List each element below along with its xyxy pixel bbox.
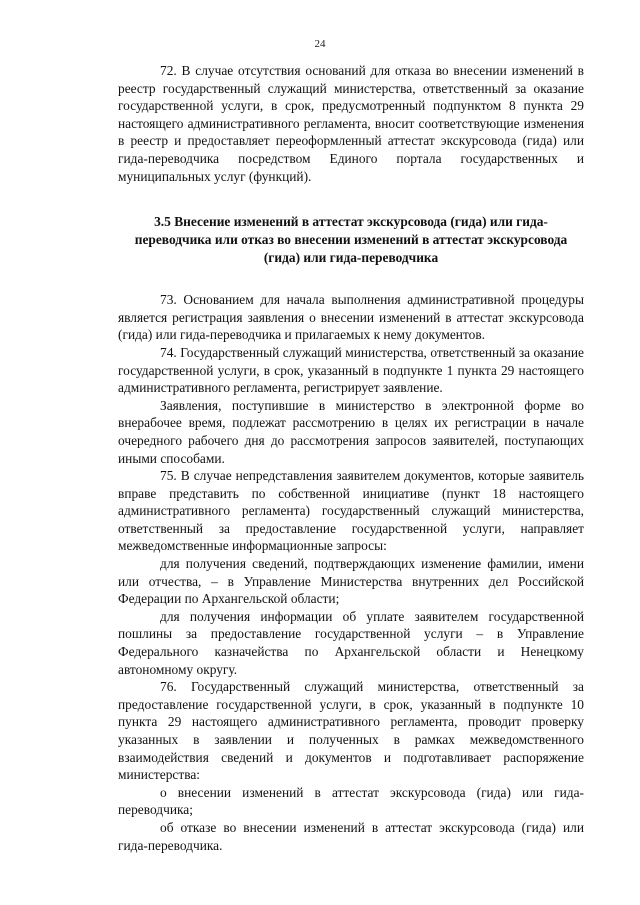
order-item-amend: о внесении изменений в аттестат экскурсовода (гида) или гида-переводчика; (118, 784, 584, 818)
section-heading: 3.5 Внесение изменений в аттестат экскурсовода (гида) или гида-переводчика или отказ во внесении изменений в аттестат экскурсовода (гида) или гида-переводчика (134, 214, 568, 266)
paragraph-73: 73. Основанием для начала выполнения административной процедуры является регистрация заявления о внесении изменений в аттестат экскурсовода (гида) или гида-переводчика и прилагаемых к нему документов. (118, 292, 584, 343)
paragraph-74: 74. Государственный служащий министерства, ответственный за оказание государственной услуги, в срок, указанный в подпункте 1 пункта 29 настоящего административного регламента, регистрирует заявление. (118, 344, 584, 396)
paragraph-applications: Заявления, поступившие в министерство в электронной форме во внерабочее время, подлежат рассмотрению в целях их регистрации в начале очередного рабочего дня до рассмотрения запросов заявителей, поступающих иными способами. (118, 397, 584, 466)
request-item-fee-payment: для получения информации об уплате заявителем государственной пошлины за предоставление государственной услуги – в Управление Федерального казначейства по Архангельской области и Ненецкому автономному округу. (118, 608, 584, 677)
paragraph-75: 75. В случае непредставления заявителем документов, которые заявитель вправе представить по собственной инициативе (пункт 18 настоящего административного регламента) государственный служащий министерства, ответственный за предоставление государственной услуги, направляет межведомственные информационные запросы: (118, 468, 584, 554)
paragraph-72: 72. В случае отсутствия оснований для отказа во внесении изменений в реестр государственный служащий министерства, ответственный за оказание государственной услуги, в срок, предусмотренный подпунктом 8 пункта 29 настоящего административного регламента, вносит соответствующие изменения в реестр и предоставляет переоформленный аттестат экскурсовода (гида) или гида-переводчика посредством Единого портала государственных и муниципальных услуг (функций). (118, 63, 584, 184)
request-item-name-change: для получения сведений, подтверждающих изменение фамилии, имени или отчества, – в Управление Министерства внутренних дел Российской Федерации по Архангельской области; (118, 556, 584, 607)
document-body (118, 62, 584, 854)
order-item-refuse: об отказе во внесении изменений в аттестат экскурсовода (гида) или гида-переводчика. (118, 819, 584, 853)
paragraph-76: 76. Государственный служащий министерства, ответственный за предоставление государственной услуги, в срок, указанный в подпункте 10 пункта 29 настоящего административного регламента, проводит проверку указанных в заявлении и полученных в рамках межведомственного взаимодействия сведений и документов и подготавливает распоряжение министерства: (118, 679, 584, 783)
page-number: 24 (314, 38, 326, 50)
